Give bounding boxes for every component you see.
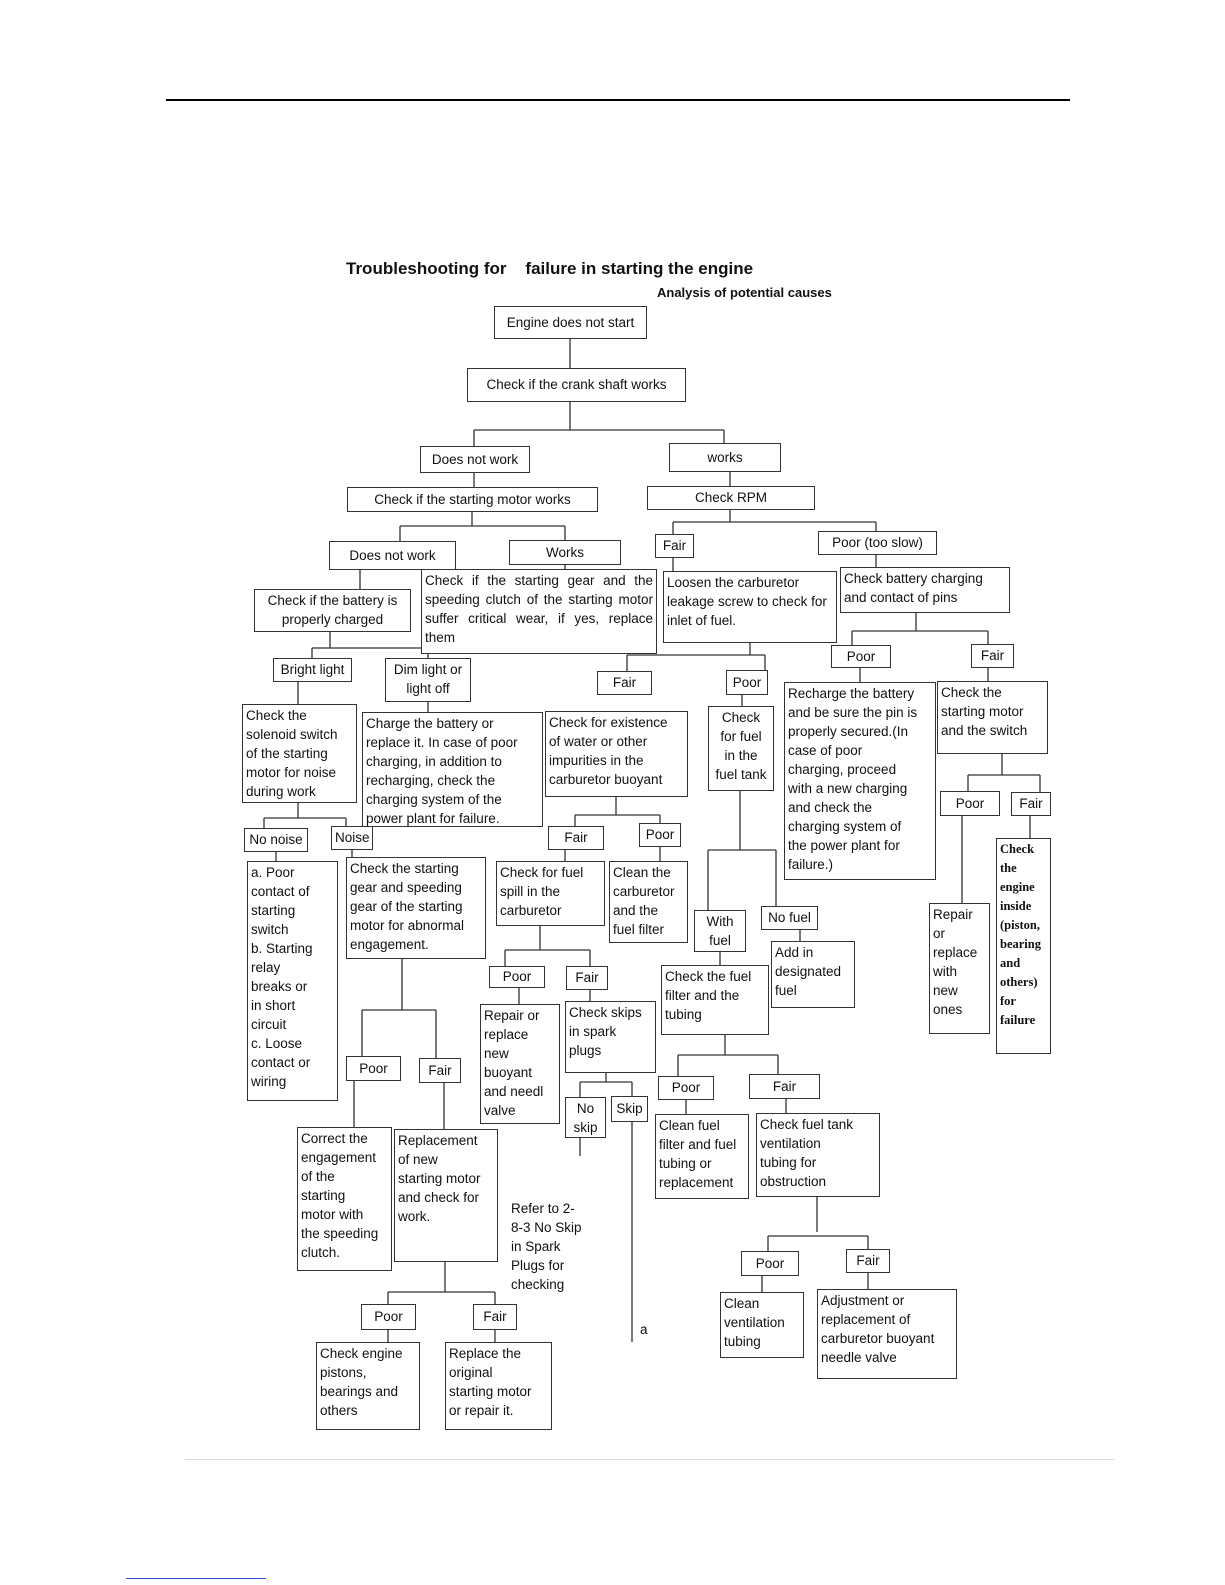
diagram-subtitle: Analysis of potential causes xyxy=(657,285,832,300)
node-bright-light: Bright light xyxy=(273,658,352,682)
node-check-crank-shaft: Check if the crank shaft works xyxy=(467,368,686,402)
node-check-fuel-filter: Check the fuel filter and the tubing xyxy=(661,965,769,1035)
node-filter-fair: Fair xyxy=(749,1074,820,1099)
node-with-fuel: With fuel xyxy=(694,910,746,952)
node-crank-works: works xyxy=(669,443,781,472)
node-replace-original-motor: Replace the original starting motor or repair it. xyxy=(445,1342,552,1430)
node-rpm-fair: Fair xyxy=(655,534,694,558)
node-filter-poor: Poor xyxy=(658,1076,714,1100)
node-check-water-impurities: Check for existence of water or other impurities in the carburetor buoyant xyxy=(545,711,688,797)
node-rpm-poor: Poor (too slow) xyxy=(818,531,937,555)
connector-label: a xyxy=(640,1322,648,1337)
node-check-starting-motor: Check if the starting motor works xyxy=(347,487,598,512)
node-check-gear-engagement: Check the starting gear and speeding gear of the starting motor for abnormal engagement. xyxy=(346,857,486,959)
node-repair-replace-new: Repair or replace with new ones xyxy=(929,903,990,1034)
node-add-designated-fuel: Add in designated fuel xyxy=(771,941,855,1008)
node-check-solenoid-switch: Check the solenoid switch of the starting motor for noise during work xyxy=(242,704,357,803)
node-charging-poor: Poor xyxy=(831,645,891,668)
node-repair-buoyant-valve: Repair or replace new buoyant and needl valve xyxy=(480,1004,560,1124)
node-replace-poor: Poor xyxy=(361,1304,416,1330)
node-gear-fair: Fair xyxy=(419,1058,461,1083)
diagram-title: Troubleshooting for failure in starting the engine xyxy=(346,259,754,278)
node-carb-fair: Fair xyxy=(597,671,652,695)
node-motor-switch-fair: Fair xyxy=(1011,792,1051,816)
node-check-engine-pistons: Check engine pistons, bearings and others xyxy=(316,1342,420,1430)
node-check-ventilation-tubing: Check fuel tank ventilation tubing for obstruction xyxy=(756,1113,880,1197)
node-check-starting-gear-wear: Check if the starting gear and the speeding clutch of the starting motor suffer critical wear, if yes, replace them xyxy=(421,569,657,654)
node-check-fuel-tank: Check for fuel in the fuel tank xyxy=(708,706,774,791)
node-check-rpm: Check RPM xyxy=(647,486,815,510)
node-correct-engagement: Correct the engagement of the starting motor with the speeding clutch. xyxy=(297,1127,392,1271)
node-buoyant-poor: Poor xyxy=(639,823,681,847)
node-motor-switch-poor: Poor xyxy=(940,791,1000,816)
refer-note: Refer to 2- 8-3 No Skip in Spark Plugs for checking xyxy=(511,1201,582,1292)
node-gear-poor: Poor xyxy=(346,1056,401,1081)
node-check-starting-motor-switch: Check the starting motor and the switch xyxy=(937,681,1048,754)
node-motor-works: Works xyxy=(509,540,621,565)
node-poor-contact-list: a. Poor contact of starting switch b. Starting relay breaks or in short circuit c. Loose contact or wiring xyxy=(247,861,338,1101)
node-charge-battery: Charge the battery or replace it. In case of poor charging, in addition to recharging, check the charging system of the power plant for failure. xyxy=(362,712,543,827)
node-check-battery-charged: Check if the battery is properly charged xyxy=(254,589,411,632)
node-no-fuel: No fuel xyxy=(761,906,818,930)
node-dim-light: Dim light or light off xyxy=(385,658,471,702)
node-loosen-carburetor-screw: Loosen the carburetor leakage screw to check for inlet of fuel. xyxy=(663,571,837,643)
node-replace-fair: Fair xyxy=(473,1304,517,1330)
node-clean-carburetor: Clean the carburetor and the fuel filter xyxy=(609,861,688,943)
footer-rule xyxy=(185,1459,1115,1460)
node-replacement-starting-motor: Replacement of new starting motor and check for work. xyxy=(394,1129,498,1262)
node-recharge-battery: Recharge the battery and be sure the pin is properly secured.(In case of poor charging, proceed with a new charging and check the charging system of the power plant for failure.) xyxy=(784,682,936,880)
node-noise: Noise xyxy=(331,826,373,850)
node-engine-does-not-start: Engine does not start xyxy=(494,306,647,339)
node-no-skip: No skip xyxy=(565,1097,606,1138)
node-spill-fair: Fair xyxy=(566,966,608,990)
node-check-spark-skips: Check skips in spark plugs xyxy=(565,1001,656,1073)
node-motor-does-not-work: Does not work xyxy=(329,541,456,570)
node-charging-fair: Fair xyxy=(971,644,1014,668)
node-check-engine-inside: Check the engine inside (piston, bearing and others) for failure xyxy=(996,838,1051,1054)
node-check-fuel-spill: Check for fuel spill in the carburetor xyxy=(496,861,605,926)
node-buoyant-fair: Fair xyxy=(548,826,604,850)
node-skip: Skip xyxy=(611,1096,648,1122)
node-check-battery-charging: Check battery charging and contact of pins xyxy=(840,567,1010,613)
node-clean-fuel-filter: Clean fuel filter and fuel tubing or replacement xyxy=(655,1114,749,1199)
node-no-noise: No noise xyxy=(244,828,308,852)
node-adjust-buoyant-valve: Adjustment or replacement of carburetor buoyant needle valve xyxy=(817,1289,957,1379)
node-spill-poor: Poor xyxy=(489,966,545,988)
node-vent-poor: Poor xyxy=(741,1251,799,1276)
footer-link-underline xyxy=(126,1578,266,1579)
node-crank-does-not-work: Does not work xyxy=(420,446,530,473)
node-vent-fair: Fair xyxy=(846,1249,890,1273)
node-clean-ventilation: Clean ventilation tubing xyxy=(720,1292,804,1358)
node-carb-poor: Poor xyxy=(726,670,768,695)
